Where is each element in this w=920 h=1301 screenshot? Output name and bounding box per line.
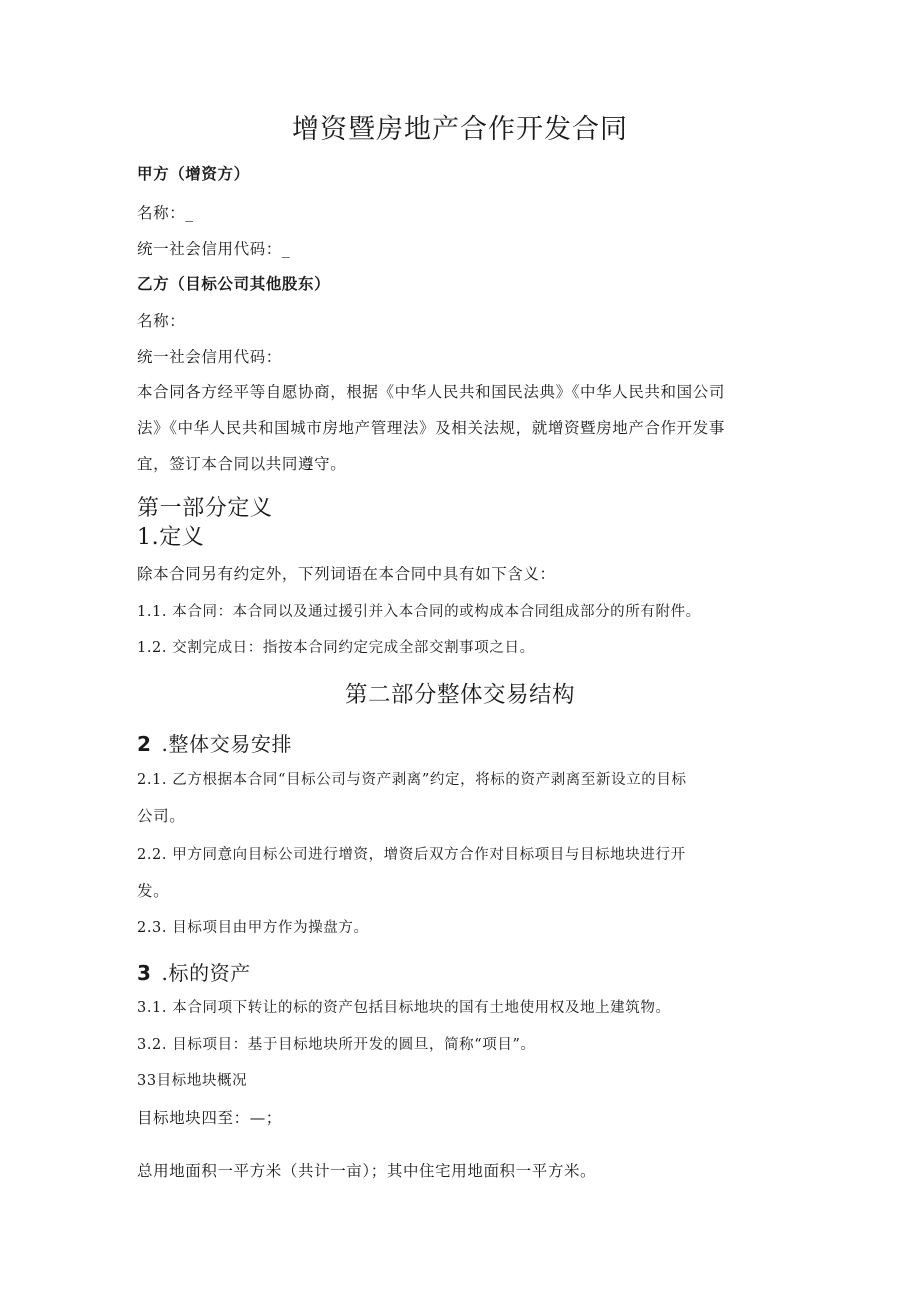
clause-1-1: 1.1. 本合同：本合同以及通过援引并入本合同的或构成本合同组成部分的所有附件。 bbox=[137, 604, 701, 620]
clause-3-1: 3.1. 本合同项下转让的标的资产包括目标地块的国有土地使用权及地上建筑物。 bbox=[137, 1000, 671, 1016]
plot-area: 总用地面积一平方米（共计一亩）；其中住宅用地面积一平方米。 bbox=[137, 1162, 597, 1180]
part1-heading: 第一部分定义 bbox=[137, 496, 273, 521]
party-b-heading: 乙方（目标公司其他股东） bbox=[137, 275, 331, 293]
clause-2-3: 2.3. 目标项目由甲方作为操盘方。 bbox=[137, 920, 369, 936]
clause-1-2: 1.2. 交割完成日：指按本合同约定完成全部交割事项之日。 bbox=[137, 640, 535, 656]
clause-2-1-cont: 公司。 bbox=[137, 807, 186, 825]
preamble-line: 宜，签订本合同以共同遵守。 bbox=[137, 455, 347, 473]
party-a-credit-code: 统一社会信用代码：_ bbox=[137, 240, 291, 258]
part2-heading: 第二部分整体交易结构 bbox=[344, 682, 575, 708]
section3-number: 3 bbox=[137, 961, 152, 985]
definitions-intro: 除本合同另有约定外，下列词语在本合同中具有如下含义： bbox=[137, 565, 556, 583]
section3-title: .标的资产 bbox=[161, 961, 251, 985]
clause-3-3: 33目标地块概况 bbox=[137, 1073, 248, 1089]
plot-boundary: 目标地块四至：—； bbox=[137, 1109, 282, 1127]
clause-3-2: 3.2. 目标项目：基于目标地块所开发的圆旦，简称“项目”。 bbox=[137, 1037, 536, 1053]
party-a-heading: 甲方（增资方） bbox=[137, 165, 250, 183]
clause-2-2-cont: 发。 bbox=[137, 882, 170, 900]
preamble-line: 本合同各方经平等自愿协商，根据《中华人民共和国民法典》《中华人民共和国公司 bbox=[137, 383, 725, 401]
section2-number: 2 bbox=[137, 732, 152, 756]
party-b-credit-code: 统一社会信用代码： bbox=[137, 348, 282, 366]
document-title: 增资暨房地产合作开发合同 bbox=[292, 114, 628, 145]
preamble-line: 法》《中华人民共和国城市房地产管理法》及相关法规，就增资暨房地产合作开发事 bbox=[137, 419, 725, 437]
clause-2-1: 2.1. 乙方根据本合同“目标公司与资产剥离”约定，将标的资产剥离至新设立的目标 bbox=[137, 772, 687, 788]
section2-heading bbox=[137, 731, 292, 757]
clause-2-2: 2.2. 甲方同意向目标公司进行增资，增资后双方合作对目标项目与目标地块进行开 bbox=[137, 847, 686, 863]
section1-heading: 1.定义 bbox=[137, 525, 205, 550]
party-a-name: 名称：_ bbox=[137, 204, 194, 222]
section2-title: .整体交易安排 bbox=[161, 732, 293, 756]
section3-heading bbox=[137, 960, 251, 986]
party-b-name: 名称： bbox=[137, 312, 186, 330]
